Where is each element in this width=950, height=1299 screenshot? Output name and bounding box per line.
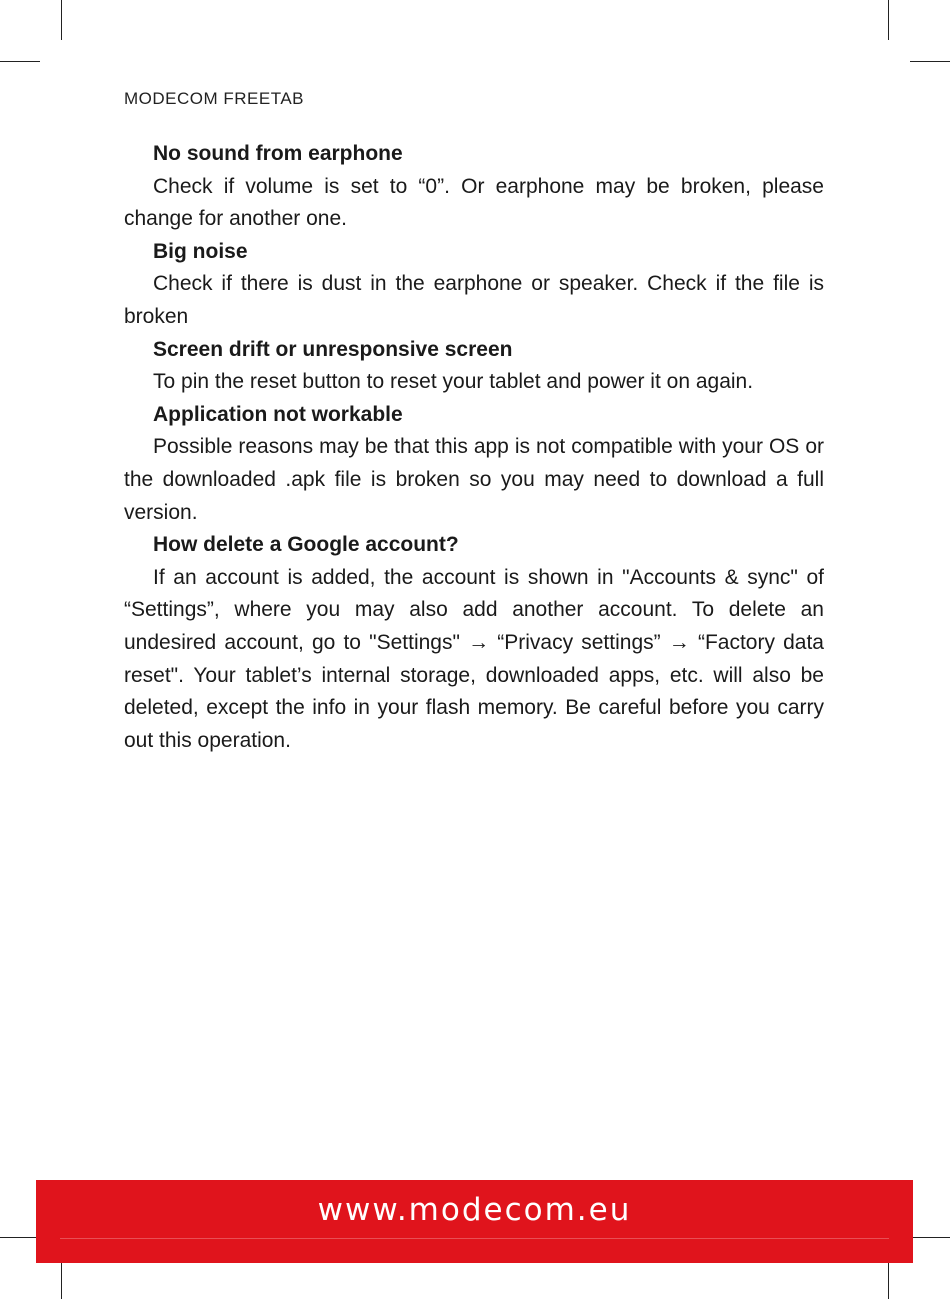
section: [124, 399, 824, 529]
crop-mark: [61, 0, 62, 40]
section-body: If an account is added, the account is shown in "Accounts & sync" of “Settings”, where you may also add another account. To delete an undesired account, go to "Settings" → “Privacy settings” → “Factory data reset". Your tablet’s internal storage, downloaded apps, etc. will also be deleted, except the info in your flash memory. Be careful before you carry out this operation.: [124, 565, 824, 752]
section-body: Check if there is dust in the earphone or speaker. Check if the file is broken: [124, 272, 824, 328]
page-content: [124, 138, 824, 757]
crop-mark: [910, 1237, 950, 1238]
section-body: Check if volume is set to “0”. Or earphone may be broken, please change for another one.: [124, 174, 824, 231]
section-heading: Big noise: [153, 239, 248, 263]
section: [124, 236, 824, 334]
section: [124, 529, 824, 757]
crop-mark: [61, 1259, 62, 1299]
footer-banner: [36, 1180, 913, 1263]
section-body: To pin the reset button to reset your tablet and power it on again.: [153, 370, 754, 394]
footer-url[interactable]: www.modecom.eu: [317, 1192, 632, 1228]
footer-divider: [60, 1238, 889, 1239]
section-body: Possible reasons may be that this app is not compatible with your OS or the downloaded .apk file is broken so you may need to download a full version.: [124, 435, 824, 524]
crop-mark: [0, 61, 40, 62]
crop-mark: [888, 0, 889, 40]
section-heading: Application not workable: [153, 402, 403, 426]
section-heading: How delete a Google account?: [153, 533, 459, 557]
crop-mark: [0, 1237, 40, 1238]
page-header: MODECOM FREETAB: [124, 89, 305, 108]
crop-mark: [888, 1259, 889, 1299]
section-heading: Screen drift or unresponsive screen: [153, 337, 513, 361]
section: [124, 334, 824, 399]
section-heading: No sound from earphone: [153, 142, 403, 165]
crop-mark: [910, 61, 950, 62]
section: [124, 138, 824, 236]
